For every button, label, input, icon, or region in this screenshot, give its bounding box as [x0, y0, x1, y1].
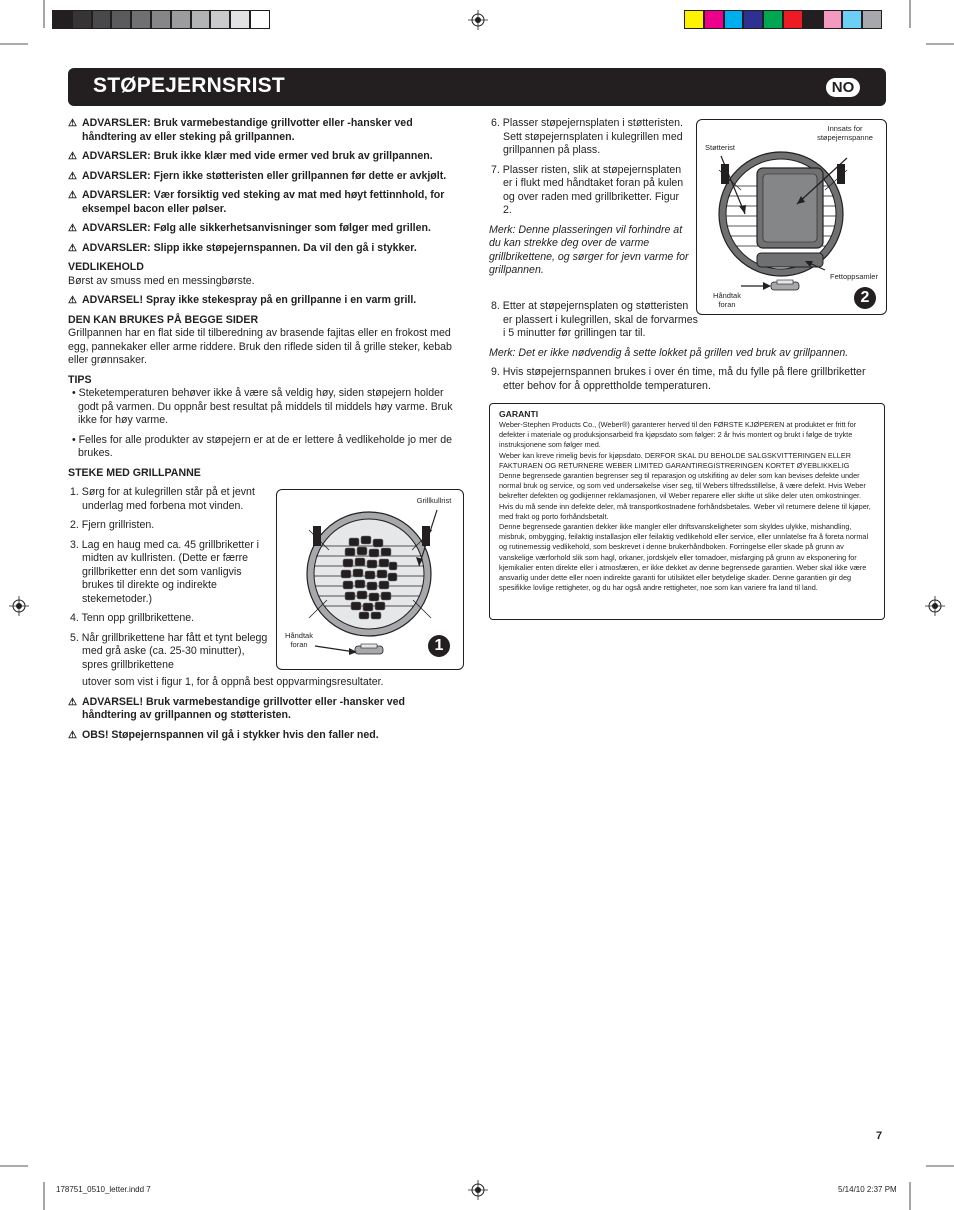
- color-swatch: [823, 10, 843, 29]
- right-steps-top: [489, 117, 689, 284]
- note-text: Merk: Denne plasseringen vil forhindre at du kan strekke deg over de varme grillbrikettene, og sørger for jevn varme for grillpannen.: [489, 223, 689, 276]
- footer-filename: 178751_0510_letter.indd 7: [56, 1185, 151, 1194]
- cooking-heading: STEKE MED GRILLPANNE: [68, 466, 201, 479]
- tips-item: • Felles for alle produkter av støpejern er at de er lettere å vedlikeholde jo mer de brukes.: [72, 433, 452, 459]
- maintenance-heading: VEDLIKEHOLD: [68, 261, 144, 273]
- color-swatch: [151, 10, 171, 29]
- warning-triangle-icon: ⚠: [68, 170, 77, 182]
- warning-item: ⚠ ADVARSLER: Vær forsiktig ved steking av mat med høyt fettinnhold, for eksempel bacon eller pølser.: [68, 189, 445, 215]
- language-badge: NO: [826, 78, 860, 97]
- maintenance-text: Børst av smuss med en messingbørste.: [68, 274, 255, 287]
- support-grate-label: Støtterist: [704, 143, 735, 152]
- warning-item: ⚠ ADVARSEL! Spray ikke stekespray på en grillpanne i en varm grill.: [68, 294, 417, 306]
- step-item: 9. Hvis støpejernspannen brukes i over én time, må du fylle på flere grillbriketter etter behov for å opprettholde temperaturen.: [491, 366, 866, 392]
- warning-triangle-icon: ⚠: [68, 242, 77, 254]
- color-swatch: [92, 10, 112, 29]
- color-swatch: [131, 10, 151, 29]
- footer-date: 5/14/10 2:37 PM: [838, 1185, 897, 1194]
- page-title: STØPEJERNSRIST: [93, 74, 285, 97]
- warning-item: ⚠ ADVARSLER: Fjern ikke støtteristen eller grillpannen før dette er avkjølt.: [68, 169, 447, 182]
- color-swatch: [842, 10, 862, 29]
- process-color-bar: [684, 10, 882, 29]
- cooking-steps: [68, 486, 273, 672]
- front-handle-label: Håndtak foran: [713, 291, 741, 309]
- color-swatch: [803, 10, 823, 29]
- warning-item: ⚠ ADVARSLER: Bruk ikke klær med vide ermer ved bruk av grillpannen.: [68, 150, 433, 162]
- registration-mark-icon: [468, 1180, 488, 1200]
- warning-triangle-icon: ⚠: [68, 223, 77, 234]
- registration-mark-icon: [9, 596, 29, 616]
- step-continuation: utover som vist i figur 1, for å oppnå best oppvarmingsresultater.: [82, 676, 384, 688]
- color-swatch: [191, 10, 211, 29]
- insert-label: Innsats for støpejernspanne: [817, 124, 873, 142]
- grill-grate-label: Grillkullrist: [416, 496, 452, 505]
- warranty-heading: GARANTI: [499, 409, 539, 419]
- front-handle-label: Håndtak foran: [285, 631, 313, 649]
- step-item: 6. Plasser støpejernsplaten i støtteristen. Sett støpejernsplaten i kulegrillen med grillpannen på plass.: [491, 117, 683, 156]
- warning-item: ⚠ ADVARSLER: Bruk varmebestandige grillvotter eller -hansker ved håndtering av eller steking på grillpannen.: [68, 117, 413, 143]
- both-sides-heading: DEN KAN BRUKES PÅ BEGGE SIDER: [68, 313, 259, 326]
- color-swatch: [230, 10, 250, 29]
- color-swatch: [704, 10, 724, 29]
- warning-triangle-icon: ⚠: [68, 190, 77, 201]
- color-swatch: [171, 10, 191, 29]
- color-swatch: [763, 10, 783, 29]
- step-item: 5. Når grillbrikettene har fått et tynt belegg med grå aske (ca. 25-30 minutter), spres grillbrikettene: [70, 631, 268, 671]
- warranty-paragraph: Denne begrensede garantien begrenser seg til reparasjon og utskifiting av deler som kan bevises defekte under normal bruk og service, og som ved undersøkelse viser seg, til Webers tilfredsstillelse, å være defekt. Hvis Weber bekrefter defekten og godkjenner reklamasjonen, vil Weber reparere eller skifte ut slike deler uten omkostninger. Hvis du må sende inn defekte deler, må transportkostnadene forhåndsbetales. Weber vil returnere delene til kjøper, med frakt og porto forhåndsbetalt.: [499, 471, 871, 521]
- step-item: 2. Fjern grillristen.: [70, 519, 155, 531]
- registration-mark-icon: [468, 10, 488, 30]
- warning-item: ⚠ OBS! Støpejernspannen vil gå i stykker hvis den faller ned.: [68, 728, 379, 741]
- warning-triangle-icon: ⚠: [68, 151, 77, 162]
- warning-item: ⚠ ADVARSEL! Bruk varmebestandige grillvotter eller -hansker ved håndtering av grillpannen og støtteristen.: [68, 695, 406, 721]
- section-header: [68, 68, 886, 106]
- left-column-bottom: [68, 676, 462, 748]
- warranty-paragraph: Weber-Stephen Products Co., (Weber®) garanterer herved til den FØRSTE KJØPEREN at produktet er fritt for defekter i materiale og produksjonsarbeid fra kjøpsdato som følger: 2 år hvis montert og brukt i følge de trykte instruksjonene som følger med.: [499, 420, 857, 450]
- registration-mark-icon: [925, 596, 945, 616]
- color-swatch: [210, 10, 230, 29]
- gray-color-bar: [52, 10, 270, 29]
- both-sides-text: Grillpannen har en flat side til tilberedning av brasende fajitas eller en frokost med egg, pannekaker eller arme riddere. Bruk den riflede siden til å grille steker, kebab eller grønnsaker.: [68, 327, 452, 366]
- figure-number-badge: 1: [428, 635, 450, 657]
- step-item: 4. Tenn opp grillbrikettene.: [70, 612, 195, 624]
- warning-triangle-icon: ⚠: [68, 696, 77, 708]
- color-swatch: [72, 10, 92, 29]
- left-column: [68, 117, 462, 480]
- step-item: 8. Etter at støpejernsplaten og støtteristen er plassert i kulegrillen, skal de forvarmes i 5 minutter før grillingen tar til.: [491, 300, 698, 339]
- color-swatch: [52, 10, 72, 29]
- step-item: 7. Plasser risten, slik at støpejernsplaten er i flukt med håndtaket foran på kulen og over raden med grillbriketter. Figur 2.: [491, 163, 684, 216]
- warning-triangle-icon: ⚠: [68, 295, 77, 306]
- step-item: 3. Lag en haug med ca. 45 grillbriketter i midten av kullristen. (Dette er færre grillbriketter enn det som vanligvis brukes til direkte og indirekte stekemetoder.): [70, 538, 260, 605]
- warning-item: ⚠ ADVARSLER: Følg alle sikkerhetsanvisninger som følger med grillen.: [68, 222, 431, 234]
- warning-triangle-icon: ⚠: [68, 729, 77, 741]
- figure-1: [276, 489, 464, 670]
- color-swatch: [684, 10, 704, 29]
- color-swatch: [862, 10, 882, 29]
- note-text: Merk: Det er ikke nødvendig å sette lokket på grillen ved bruk av grillpannen.: [489, 346, 849, 359]
- tips-heading: TIPS: [68, 373, 92, 386]
- tips-item: • Steketemperaturen behøver ikke å være så veldig høy, siden støpejern holder godt på varmen. Du oppnår best resultat på middels til middels høy varme. Bruk ikke for høy varme.: [72, 387, 453, 426]
- color-swatch: [743, 10, 763, 29]
- fat-collector-label: Fettoppsamler: [830, 272, 878, 281]
- color-swatch: [250, 10, 270, 29]
- color-swatch: [724, 10, 744, 29]
- warning-triangle-icon: ⚠: [68, 118, 77, 129]
- warning-item: ⚠ ADVARSLER: Slipp ikke støpejernspannen. Da vil den gå i stykker.: [68, 241, 417, 254]
- color-swatch: [111, 10, 131, 29]
- page-number: 7: [876, 1130, 883, 1142]
- step-item: 1. Sørg for at kulegrillen står på et jevnt underlag med forbena mot vinden.: [70, 486, 255, 512]
- warranty-paragraph: Weber kan kreve rimelig bevis for kjøpsdato. DERFOR SKAL DU BEHOLDE SALGSKVITTERINGEN ELLER FAKTURAEN OG RETURNERE WEBER LIMITED GARANTIREGISTRERINGEN KORTET ØYEBLIKKELIG: [499, 450, 851, 470]
- figure-2: [696, 119, 887, 315]
- figure-number-badge: 2: [854, 287, 876, 309]
- warranty-box: [489, 403, 885, 620]
- color-swatch: [783, 10, 803, 29]
- warranty-paragraph: Denne begrensede garantien dekker ikke mangler eller driftsvanskeligheter som skyldes ulykke, mishandling, misbruk, ombygging, feilaktig installasjon eller feilaktig vedlikehold eller service, eller unnlatelse fra å foreta normal og rutinemessig vedlikehold, som beskrevet i denne brukerhåndboken. Forringelse eller skade på grunn av vanskelige værforhold slik som hagl, orkaner, jordskjelv eller tornadoer, misfarging på grunn av eksponering for kjemikalier enten direkte eller i atmosfæren, er ikke dekket av denne begrensede garantien. Weber skal ikke være ansvarlig under dette eller noen indirekte garanti for utilsiktet eller betydelige skader. Denne garantien gir deg spesifikke lovlige rettigheter, og du har også andre rettigheter, noe som kan variere fra land til land.: [499, 522, 869, 593]
